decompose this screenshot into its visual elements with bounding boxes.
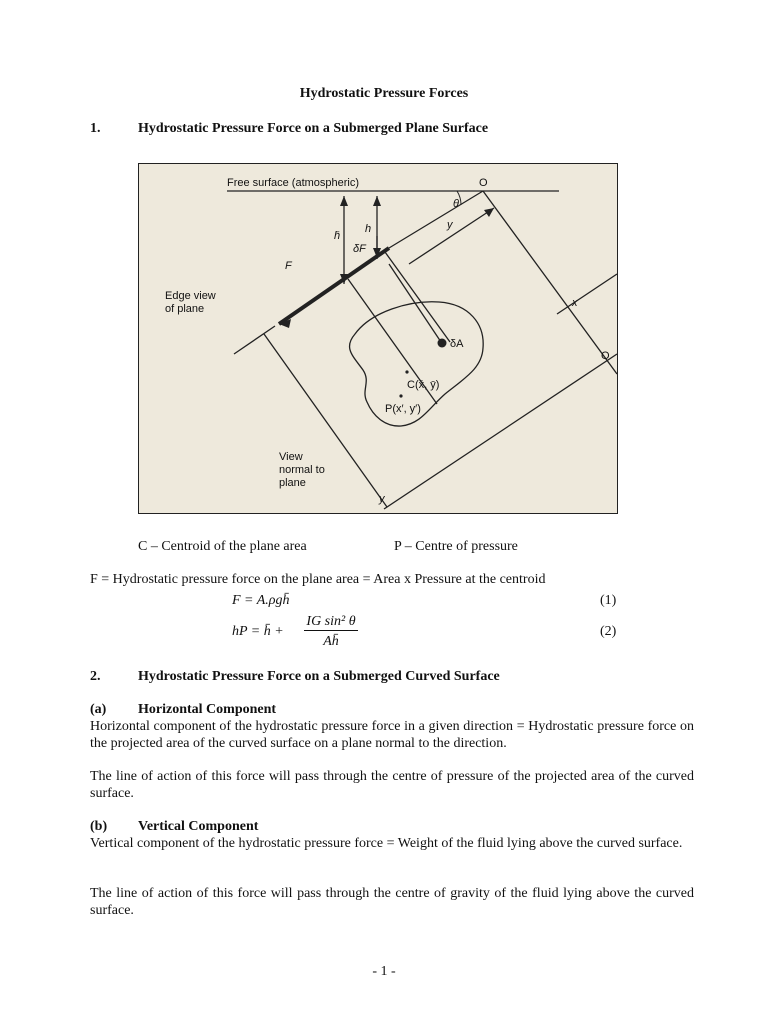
subsection-a-paragraph-1: Horizontal component of the hydrostatic pressure force in a given direction = Hydrostatic pressure force on the projected area of the curved surface on a plane normal to the direction. (90, 719, 694, 751)
page-title: Hydrostatic Pressure Forces (299, 86, 469, 101)
x-axis-label: x (572, 297, 578, 309)
subsection-b-label: (b) (90, 819, 108, 834)
view-normal-label-line1: View (279, 451, 303, 463)
pressure-centre-point (399, 394, 402, 397)
view-normal-label-line2: normal to (279, 464, 325, 476)
centroid-point (405, 370, 408, 373)
section-1-heading: Hydrostatic Pressure Force on a Submerged Plane Surface (138, 121, 489, 136)
subsection-b-paragraph-1: Vertical component of the hydrostatic pressure force = Weight of the fluid lying above the curved surface. (90, 836, 683, 851)
y-distance-line (409, 208, 494, 264)
edge-view-label-line2: of plane (165, 303, 205, 315)
y-axis-label-bottom: y (379, 493, 385, 505)
equation-1-number: (1) (600, 593, 617, 608)
section-1-number: 1. (90, 121, 101, 136)
centroid-legend: C – Centroid of the plane area (138, 539, 307, 554)
plane-extension-line (389, 191, 483, 248)
hbar-label: h̄ (334, 230, 341, 242)
h-label: h (365, 223, 372, 235)
origin-label-top: O (479, 177, 488, 189)
pressure-centre-legend: P – Centre of pressure (394, 539, 518, 554)
subsection-b-paragraph-2: The line of action of this force will pass through the centre of gravity of the fluid lying above the curved surface. (90, 886, 694, 918)
section-2-number: 2. (90, 669, 101, 684)
projection-line-top (483, 191, 617, 374)
view-plane-axis (384, 354, 617, 509)
force-definition: F = Hydrostatic pressure force on the plane area = Area x Pressure at the centroid (90, 572, 546, 587)
edge-view-label-line1: Edge view (165, 290, 216, 302)
section-2-heading: Hydrostatic Pressure Force on a Submerged Curved Surface (138, 669, 500, 684)
plane-surface-figure (138, 163, 618, 514)
equation-2-numerator: IG sin² θ (304, 614, 358, 631)
subsection-b-heading: Vertical Component (138, 819, 259, 834)
delta-A-label: δA (450, 338, 464, 350)
subsection-a-label: (a) (90, 702, 107, 717)
page-number: - 1 - (372, 964, 396, 979)
dF-label: δF (353, 243, 366, 255)
delta-A-point (438, 339, 447, 348)
subsection-a-heading: Horizontal Component (138, 702, 277, 717)
pressure-centre-label: P(x′, y′) (385, 403, 421, 415)
x-axis (557, 274, 617, 314)
equation-2-lhs: hP = h̄ + (232, 624, 284, 639)
origin-label-right: O (601, 350, 610, 362)
y-label: y (447, 219, 453, 231)
subsection-a-paragraph-2: The line of action of this force will pass through the centre of pressure of the projected area of the curved surface. (90, 769, 694, 801)
view-normal-label-line3: plane (279, 477, 306, 489)
centroid-label: C(x̄, ȳ) (407, 379, 440, 391)
F-label: F (285, 260, 292, 272)
projection-line-right (385, 252, 450, 342)
equation-2-denominator: Ah̄ (323, 634, 339, 649)
equation-2-number: (2) (600, 624, 617, 639)
free-surface-label: Free surface (atmospheric) (227, 177, 360, 189)
theta-label: θ (453, 198, 459, 210)
equation-1: F = A.ρgh̄ (232, 593, 290, 608)
